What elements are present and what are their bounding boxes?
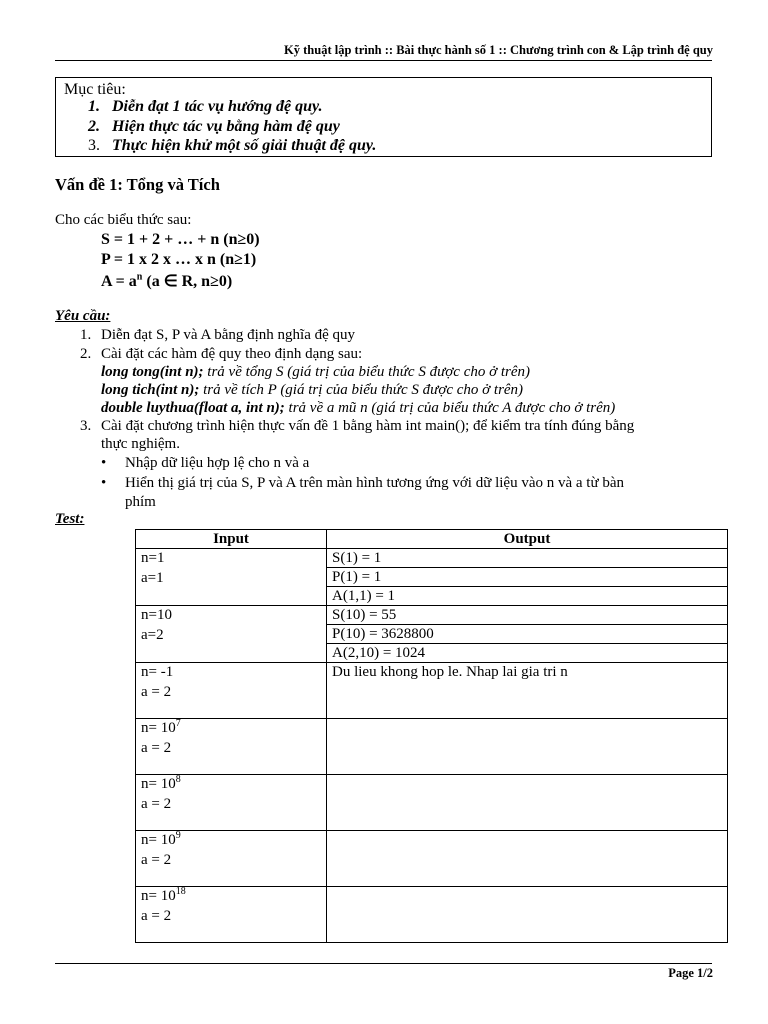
requirements-title: Yêu cầu: <box>55 308 111 324</box>
requirement-1: Diễn đạt S, P và A bằng định nghĩa đệ quy <box>101 327 356 343</box>
output-cell <box>327 719 728 775</box>
output-cell: S(10) = 55 <box>327 606 728 625</box>
output-cell <box>327 831 728 887</box>
problem-intro: Cho các biểu thức sau: <box>55 212 192 228</box>
output-cell: A(1,1) = 1 <box>327 587 728 606</box>
function-luythua: double luythua(float a, int n); trả về a mũ n (giá trị của biểu thức A được cho ở trên) <box>101 400 616 416</box>
table-row <box>136 831 728 887</box>
table-row <box>136 663 728 719</box>
table-row <box>136 887 728 943</box>
function-tich: long tich(int n); trả về tích P (giá trị của biểu thức S được cho ở trên) <box>101 382 524 398</box>
input-cell: n=10 a=2 <box>136 606 327 663</box>
page-number: Page 1/2 <box>668 966 713 980</box>
test-table <box>135 529 728 943</box>
output-cell: P(1) = 1 <box>327 568 728 587</box>
objective-item: 3. Thực hiện khử một số giải thuật đệ quy. <box>88 137 377 154</box>
table-row <box>136 719 728 775</box>
bullet-item-cont: phím <box>125 494 156 510</box>
header-rule <box>55 60 712 61</box>
output-cell <box>327 775 728 831</box>
formula-p: P = 1 x 2 x … x n (n≥1) <box>101 251 257 268</box>
table-row <box>136 549 728 568</box>
requirement-2: Cài đặt các hàm đệ quy theo định dạng sau: <box>101 346 363 362</box>
output-cell: S(1) = 1 <box>327 549 728 568</box>
bullet-item: • Hiển thị giá trị của S, P và A trên màn hình tương ứng với dữ liệu vào n và a từ bàn <box>101 475 624 491</box>
input-cell: $n= 10^8$ a = 2 <box>136 775 327 831</box>
input-cell: $n= 10^7$ a = 2 <box>136 719 327 775</box>
objectives-title: Mục tiêu: <box>64 81 126 98</box>
test-title: Test: <box>55 511 85 527</box>
input-cell: $n= 10^{18}$ a = 2 <box>136 887 327 943</box>
output-cell: A(2,10) = 1024 <box>327 644 728 663</box>
objective-item: 1. Diễn đạt 1 tác vụ hướng đệ quy. <box>88 98 323 115</box>
objective-item: 2. Hiện thực tác vụ bằng hàm đệ quy <box>88 118 340 135</box>
function-tong: long tong(int n); trả về tổng S (giá trị của biểu thức S được cho ở trên) <box>101 364 531 380</box>
problem-title: Vấn đề 1: Tổng và Tích <box>55 175 220 194</box>
requirement-3-line1: Cài đặt chương trình hiện thực vấn đề 1 bằng hàm int main(); để kiểm tra tính đúng bằng <box>101 418 635 434</box>
input-cell: n= -1 a = 2 <box>136 663 327 719</box>
formula-a: $A = a^n$ (a ∈ R, n≥0) <box>101 271 233 290</box>
bullet-item: • Nhập dữ liệu hợp lệ cho n và a <box>101 455 310 471</box>
requirement-3-line2: thực nghiệm. <box>101 436 180 452</box>
col-input-header: Input <box>136 530 327 549</box>
page-header: Kỹ thuật lập trình :: Bài thực hành số 1 :: Chương trình con & Lập trình đệ quy <box>284 43 713 57</box>
output-cell: P(10) = 3628800 <box>327 625 728 644</box>
formula-s: S = 1 + 2 + … + n (n≥0) <box>101 231 260 248</box>
footer-rule <box>55 963 712 964</box>
input-cell: n=1 a=1 <box>136 549 327 606</box>
table-row <box>136 775 728 831</box>
table-header-row <box>136 530 728 549</box>
table-row <box>136 606 728 625</box>
output-cell: Du lieu khong hop le. Nhap lai gia tri n <box>327 663 728 719</box>
objectives-box <box>55 77 712 157</box>
input-cell: $n= 10^9$ a = 2 <box>136 831 327 887</box>
output-cell <box>327 887 728 943</box>
col-output-header: Output <box>327 530 728 549</box>
